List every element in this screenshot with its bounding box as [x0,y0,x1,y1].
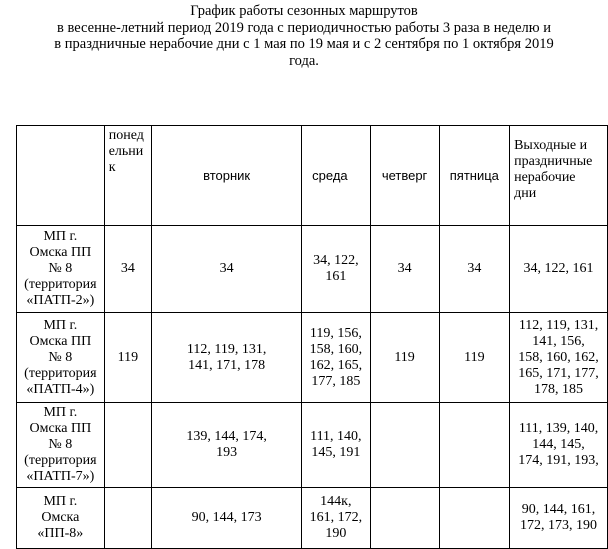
table-row [17,488,608,549]
title-line: в праздничные нерабочие дни с 1 мая по 19 мая и с 2 сентября по 1 октября 2019 [54,36,554,52]
table-row [17,313,608,403]
cell-monday [104,488,151,549]
cell-tuesday: 90, 144, 173 [152,488,302,549]
cell-wednesday: 34, 122, 161 [302,226,370,313]
table-row [17,403,608,488]
cell-friday: 119 [439,313,510,403]
header-friday: пятница [439,126,510,226]
row-org: МП г. Омска «ПП-8» [17,488,105,549]
cell-friday: 34 [439,226,510,313]
header-monday: понед ельни к [104,126,151,226]
header-weekend: Выходные и праздничные нерабочие дни [510,126,608,226]
cell-friday [439,488,510,549]
cell-thursday: 34 [370,226,439,313]
cell-thursday: 119 [370,313,439,403]
header-tuesday: вторник [152,126,302,226]
table-header-row [17,126,608,226]
cell-monday: 119 [104,313,151,403]
title-line: года. [289,52,319,69]
row-org: МП г. Омска ПП № 8 (территория «ПАТП-2») [17,226,105,313]
cell-tuesday: 139, 144, 174, 193 [152,403,302,488]
table-row [17,226,608,313]
cell-friday [439,403,510,488]
cell-wednesday: 119, 156, 158, 160, 162, 165, 177, 185 [302,313,370,403]
header-thursday: четверг [370,126,439,226]
cell-monday [104,403,151,488]
header-wednesday: среда [302,126,370,226]
cell-monday: 34 [104,226,151,313]
row-org: МП г. Омска ПП № 8 (территория «ПАТП-4») [17,313,105,403]
document-title [0,3,608,69]
cell-weekend: 34, 122, 161 [510,226,608,313]
schedule-table [16,125,608,549]
cell-thursday [370,403,439,488]
title-line: в весенне-летний период 2019 года с периодичностью работы 3 раза в неделю и [57,19,551,36]
cell-tuesday: 34 [152,226,302,313]
cell-thursday [370,488,439,549]
title-line: График работы сезонных маршрутов [190,3,418,19]
cell-wednesday: 144к, 161, 172, 190 [302,488,370,549]
row-org: МП г. Омска ПП № 8 (территория «ПАТП-7») [17,403,105,488]
cell-tuesday: 112, 119, 131, 141, 171, 178 [152,313,302,403]
cell-weekend: 111, 139, 140, 144, 145, 174, 191, 193, [510,403,608,488]
cell-weekend: 90, 144, 161, 172, 173, 190 [510,488,608,549]
cell-wednesday: 111, 140, 145, 191 [302,403,370,488]
cell-weekend: 112, 119, 131, 141, 156, 158, 160, 162, 165, 171, 177, 178, 185 [510,313,608,403]
header-org [17,126,105,226]
